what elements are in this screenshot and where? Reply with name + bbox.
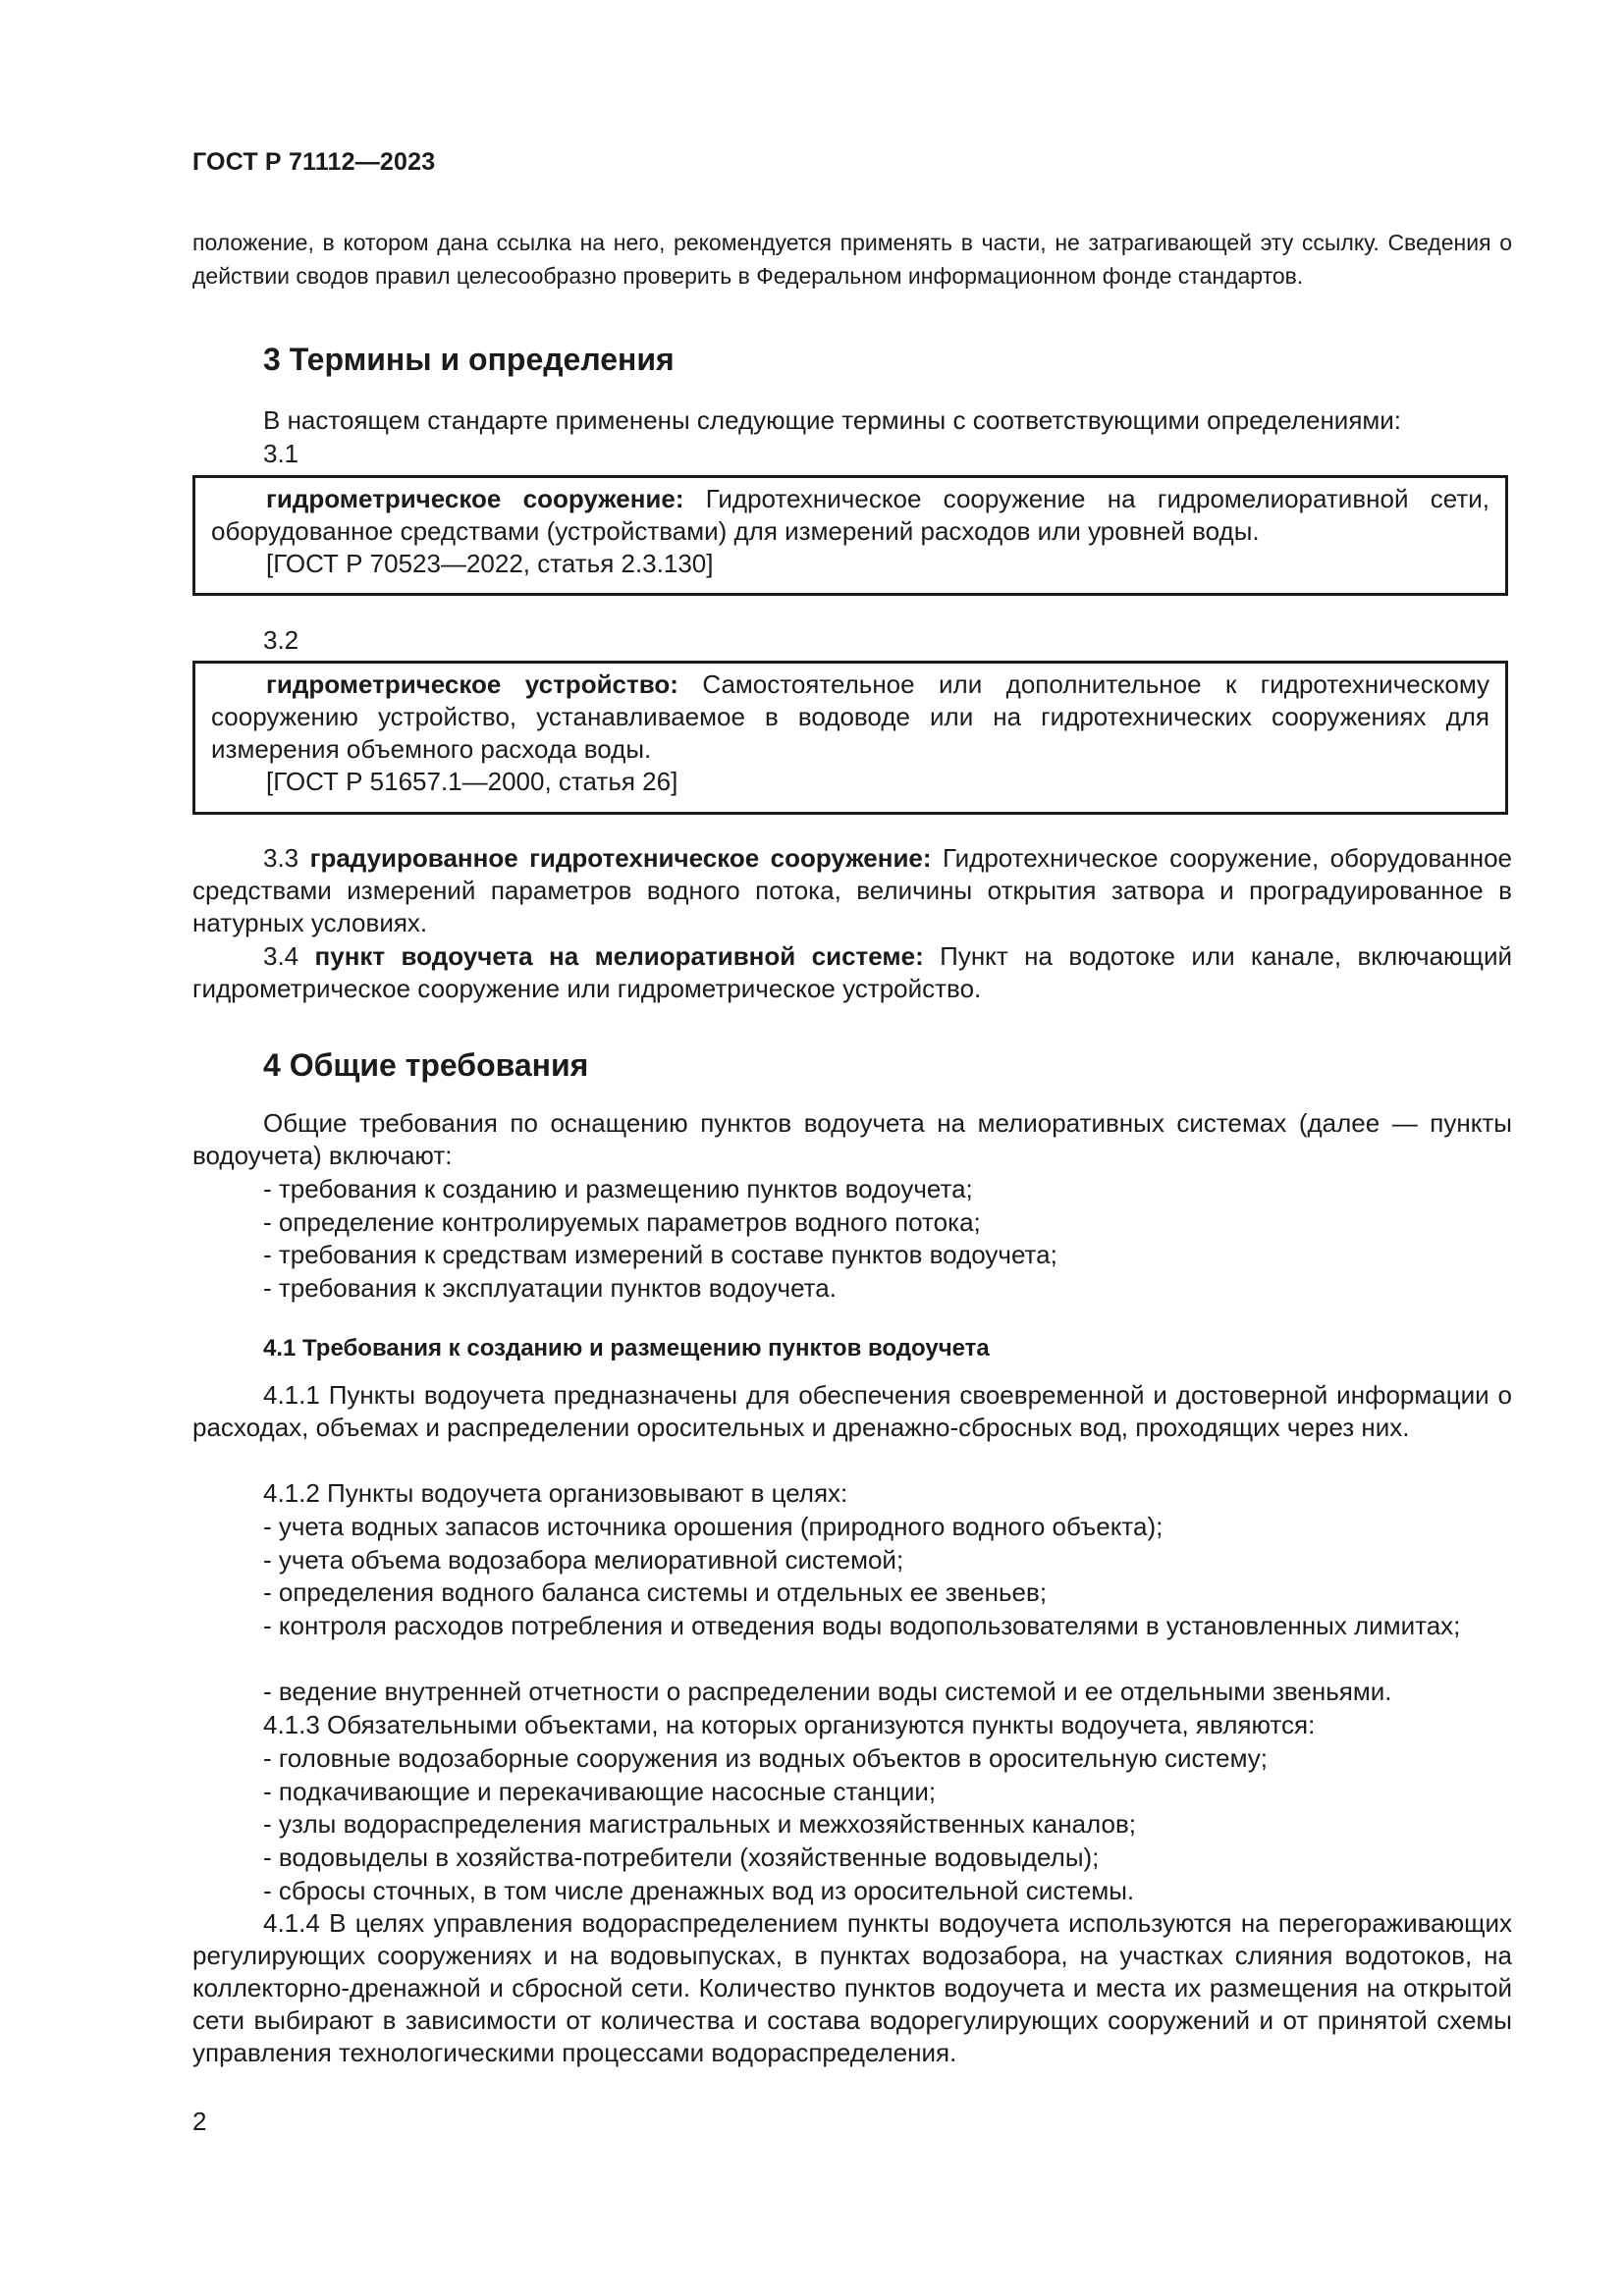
list-item: - учета водных запасов источника орошения (природного водного объекта); (263, 1512, 1164, 1541)
list-item: - требования к эксплуатации пунктов водоучета. (263, 1273, 837, 1304)
standard-code-header: ГОСТ Р 71112—2023 (192, 148, 436, 176)
paragraph-4-1-2: 4.1.2 Пункты водоучета организовывают в целях: (263, 1478, 848, 1508)
paragraph-4-1-4: 4.1.4 В целях управления водораспределением пункты водоучета используются на перегораживающих регулирующих сооружениях и на водовыпусках, в пунктах водозабора, на участках слияния водотоков, на коллекторно-дренажной и сбросной сети. Количество пунктов водоучета и места их размещения на открытой сети выбирают в зависимости от количества и состава водорегулирующих сооружений и от принятой схемы управления технологическими процессами водораспределения. (192, 1908, 1512, 2067)
list-item: - определение контролируемых параметров водного потока; (263, 1206, 981, 1237)
requirements-list (263, 1173, 1057, 1306)
goals-list (263, 1511, 1163, 1610)
term-3-1-definition: гидрометрическое сооружение: Гидротехническое сооружение на гидромелиоративной сети, оборудованное средствами (устройствами) для измерений расходов или уровней воды. (211, 484, 1489, 546)
paragraph-4-1-3: 4.1.3 Обязательными объектами, на которых организуются пункты водоучета, являются: (263, 1710, 1316, 1739)
intro-paragraph: положение, в котором дана ссылка на него, рекомендуется применять в части, не затрагивающей эту ссылку. Сведения о действии сводов правил целесообразно проверить в Федеральном информационном фонде стандартов. (192, 230, 1512, 289)
section-3-heading: 3 Термины и определения (263, 342, 675, 377)
list-item: - подкачивающие и перекачивающие насосные станции; (263, 1776, 937, 1806)
page-number: 2 (192, 2107, 207, 2136)
list-item: - учета объема водозабора мелиоративной системой; (263, 1544, 904, 1575)
term-3-4-term: пункт водоучета на мелиоративной системе: (314, 941, 924, 971)
term-3-3-term: градуированное гидротехническое сооружение: (309, 843, 932, 873)
goal-control-item: - контроля расходов потребления и отведения воды водопользователями в установленных лимитах; (263, 1611, 1461, 1640)
term-3-2-box (192, 661, 1508, 815)
goal-report-item: - ведение внутренней отчетности о распределении воды системой и ее отдельными звеньями. (263, 1677, 1392, 1706)
term-3-1-number: 3.1 (263, 439, 299, 468)
section-4-heading: 4 Общие требования (263, 1047, 589, 1083)
list-item: - требования к средствам измерений в составе пунктов водоучета; (263, 1240, 1057, 1270)
list-item: - головные водозаборные сооружения из водных объектов в оросительную систему; (263, 1743, 1268, 1773)
term-3-2-number: 3.2 (263, 625, 299, 655)
paragraph-4-1-1: 4.1.1 Пункты водоучета предназначены для обеспечения своевременной и достоверной информации о расходах, объемах и распределении оросительных и дренажно-сбросных вод, проходящих через них. (192, 1380, 1512, 1442)
term-3-1-box (192, 475, 1508, 596)
term-3-2-definition: гидрометрическое устройство: Самостоятельное или дополнительное к гидротехническому сооружению устройство, устанавливаемое в водоводе или на гидротехнических сооружениях для измерения объемного расхода воды. (211, 669, 1489, 764)
term-3-1-term: гидрометрическое сооружение: (266, 484, 684, 513)
subsection-4-1-heading: 4.1 Требования к созданию и размещению пунктов водоучета (263, 1335, 990, 1362)
section-3-lead: В настоящем стандарте применены следующие термины с соответствующими определениями: (263, 405, 1402, 435)
term-3-2-source: [ГОСТ Р 51657.1—2000, статья 26] (266, 767, 678, 796)
term-3-4-paragraph: 3.4 пункт водоучета на мелиоративной системе: Пункт на водотоке или канале, включающий гидрометрическое сооружение или гидрометрическое устройство. (192, 941, 1512, 1003)
list-item: - определения водного баланса системы и отдельных ее звеньев; (263, 1577, 1048, 1608)
term-3-1-source: [ГОСТ Р 70523—2022, статья 2.3.130] (266, 549, 714, 578)
term-3-3-paragraph: 3.3 градуированное гидротехническое сооружение: Гидротехническое сооружение, оборудованное средствами измерений параметров водного потока, величины открытия затвора и проградуированное в натурных условиях. (192, 843, 1512, 937)
list-item: - сбросы сточных, в том числе дренажных вод из оросительной системы. (263, 1875, 1135, 1905)
list-item: - узлы водораспределения магистральных и межхозяйственных каналов; (263, 1809, 1137, 1840)
list-item: - водовыделы в хозяйства-потребители (хозяйственные водовыделы); (263, 1842, 1100, 1873)
section-4-lead: Общие требования по оснащению пунктов водоучета на мелиоративных системах (далее — пункты водоучета) включают: (192, 1108, 1512, 1170)
list-item: - требования к созданию и размещению пунктов водоучета; (263, 1174, 973, 1203)
term-3-2-term: гидрометрическое устройство: (266, 669, 678, 699)
objects-list (263, 1742, 1268, 1908)
